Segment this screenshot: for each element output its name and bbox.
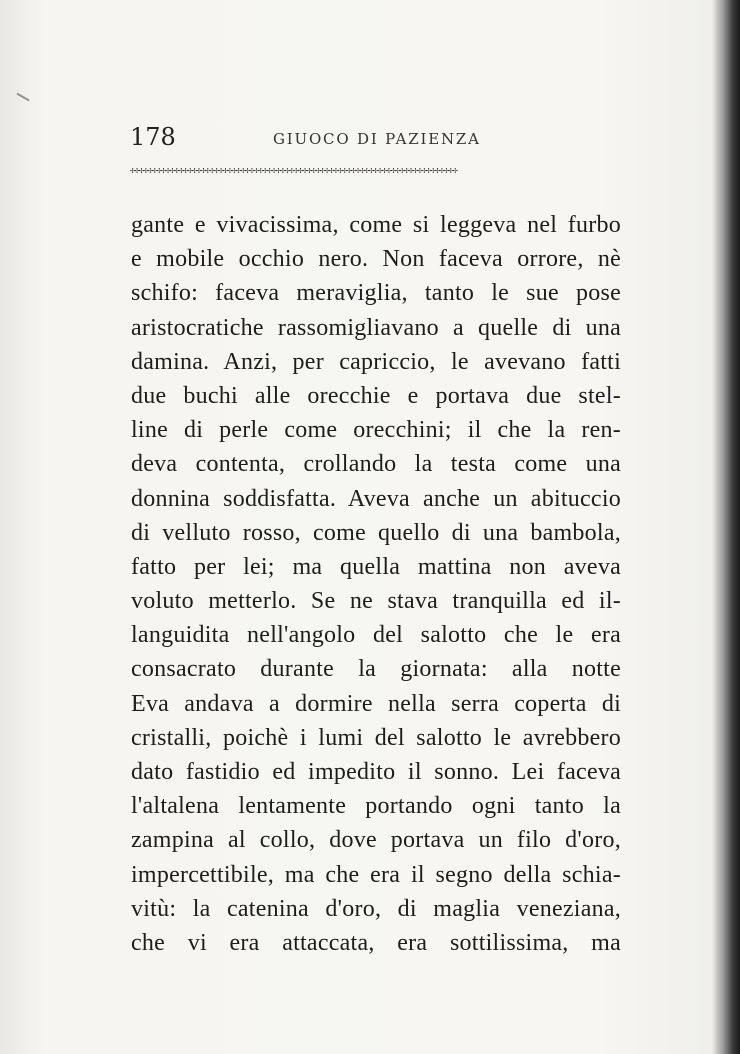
text-line: languidita nell'angolo del salotto che le era [131,622,621,649]
page-header [130,123,616,153]
text-line: schifo: faceva meraviglia, tanto le sue pose [131,280,621,307]
text-line: dato fastidio ed impedito il sonno. Lei faceva [131,759,621,785]
text-line: aristocratiche rassomigliavano a quelle di una [131,314,621,341]
body-text [131,208,621,960]
text-line: e mobile occhio nero. Non faceva orrore, nè [131,246,621,273]
text-line: consacrato durante la giornata: alla notte [131,656,621,683]
text-line: due buchi alle orecchie e portava due stel- [131,382,621,409]
text-line: cristalli, poichè i lumi del salotto le avrebbero [131,724,621,751]
text-line: damina. Anzi, per capriccio, le avevano fatti [131,348,621,375]
text-line: line di perle come orecchini; il che la ren- [131,417,621,444]
text-line: zampina al collo, dove portava un filo d'oro, [131,827,621,854]
text-line: che vi era attaccata, era sottilissima, ma [131,929,621,956]
paper-mark [16,93,29,102]
text-line: donnina soddisfatta. Aveva anche un abituccio [131,485,621,512]
running-title: GIUOCO DI PAZIENZA [273,130,481,148]
text-line: deva contenta, crollando la testa come una [131,451,621,478]
text-line: gante e vivacissima, come si leggeva nel furbo [131,212,621,238]
text-line: Eva andava a dormire nella serra coperta di [131,690,621,717]
ornamental-rule: ✢✢✢✢✢✢✢✢✢✢✢✢✢✢✢✢✢✢✢✢✢✢✢✢✢✢✢✢✢✢✢✢✢✢✢✢✢✢✢✢✢✢✢✢✢✢✢✢✢✢✢✢✢✢✢✢✢✢✢✢✢✢✢✢✢✢✢✢✢✢✢✢✢✢ [130,166,457,176]
text-line: impercettibile, ma che era il segno della schia- [131,861,621,888]
text-line: l'altalena lentamente portando ogni tanto la [131,793,621,820]
page-edge-shadow [712,0,740,1054]
text-line: vitù: la catenina d'oro, di maglia veneziana, [131,895,621,922]
text-line: voluto metterlo. Se ne stava tranquilla ed il- [131,588,621,615]
page-number: 178 [130,123,176,151]
text-line: fatto per lei; ma quella mattina non aveva [131,553,621,580]
text-line: di velluto rosso, come quello di una bambola, [131,519,621,546]
